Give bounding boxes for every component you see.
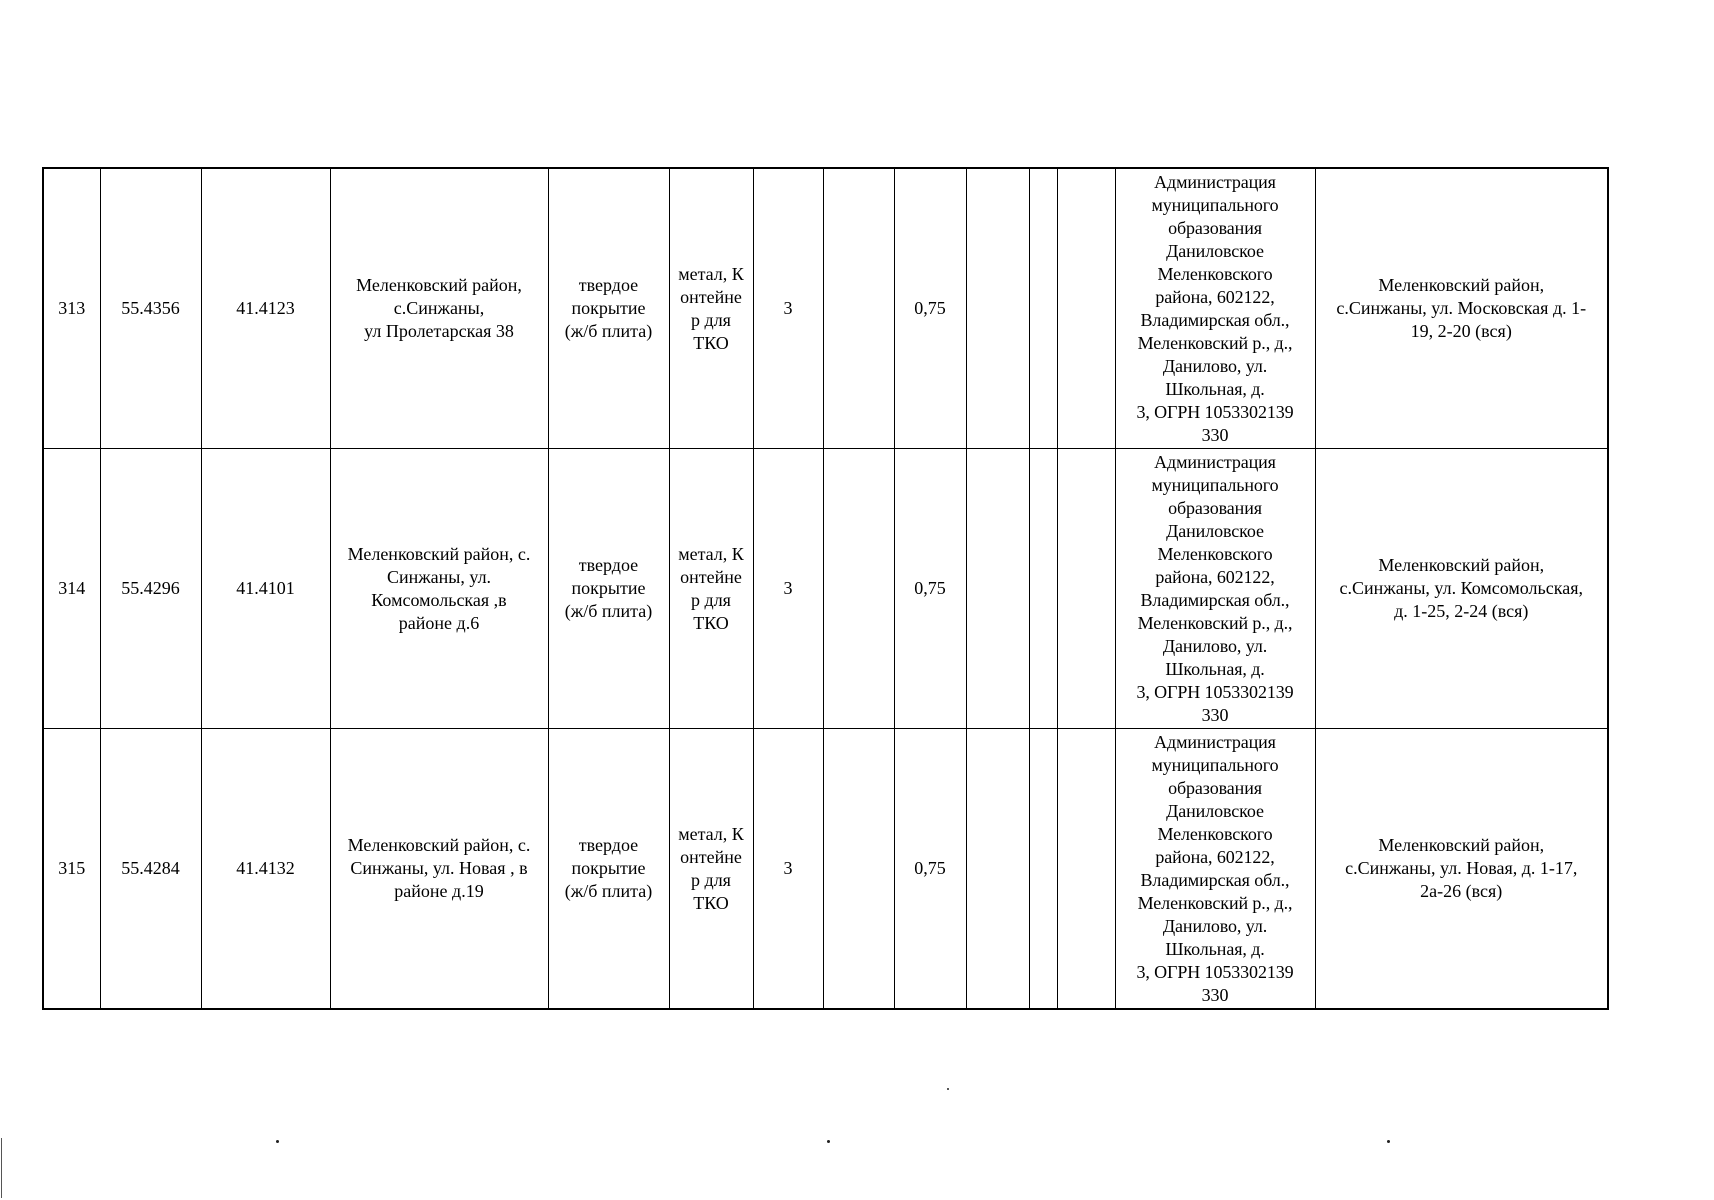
container-volume-cell: 0,75 xyxy=(894,449,966,729)
container-sites-table xyxy=(42,167,1609,1010)
surface-type-cell: твердое покрытие (ж/б плита) xyxy=(548,168,669,449)
site-address-cell: Меленковский район, с. Синжаны, ул. Новая , в районе д.19 xyxy=(330,729,548,1010)
empty-cell xyxy=(1029,168,1057,449)
latitude-cell: 55.4296 xyxy=(100,449,201,729)
longitude-cell: 41.4101 xyxy=(201,449,330,729)
table-row xyxy=(43,168,1608,449)
latitude-cell: 55.4284 xyxy=(100,729,201,1010)
container-type-cell: метал, К онтейне р для ТКО xyxy=(669,729,753,1010)
longitude-cell: 41.4123 xyxy=(201,168,330,449)
scan-speck xyxy=(1387,1140,1390,1143)
empty-cell xyxy=(1029,729,1057,1010)
served-addresses-cell: Меленковский район, с.Синжаны, ул. Новая, д. 1-17, 2а-26 (вся) xyxy=(1315,729,1608,1010)
empty-cell xyxy=(823,449,894,729)
container-count-cell: 3 xyxy=(753,449,823,729)
empty-cell xyxy=(823,168,894,449)
served-addresses-cell: Меленковский район, с.Синжаны, ул. Комсомольская, д. 1-25, 2-24 (вся) xyxy=(1315,449,1608,729)
site-address-cell: Меленковский район, с.Синжаны, ул Пролетарская 38 xyxy=(330,168,548,449)
empty-cell xyxy=(966,729,1029,1010)
table-row xyxy=(43,729,1608,1010)
row-number: 315 xyxy=(43,729,100,1010)
surface-type-cell: твердое покрытие (ж/б плита) xyxy=(548,449,669,729)
scan-speck xyxy=(276,1140,279,1143)
row-number: 314 xyxy=(43,449,100,729)
longitude-cell: 41.4132 xyxy=(201,729,330,1010)
empty-cell xyxy=(1029,449,1057,729)
container-count-cell: 3 xyxy=(753,168,823,449)
empty-cell xyxy=(1057,729,1115,1010)
owner-info-cell: Администрация муниципального образования Даниловское Меленковского района, 602122, Владимирская обл., Меленковский р., д., Данилово, ул. Школьная, д. 3, ОГРН 1053302139 330 xyxy=(1115,168,1315,449)
container-volume-cell: 0,75 xyxy=(894,729,966,1010)
empty-cell xyxy=(823,729,894,1010)
container-type-cell: метал, К онтейне р для ТКО xyxy=(669,449,753,729)
surface-type-cell: твердое покрытие (ж/б плита) xyxy=(548,729,669,1010)
table-row xyxy=(43,449,1608,729)
scan-edge-line xyxy=(1,1138,2,1198)
owner-info-cell: Администрация муниципального образования Даниловское Меленковского района, 602122, Владимирская обл., Меленковский р., д., Данилово, ул. Школьная, д. 3, ОГРН 1053302139 330 xyxy=(1115,729,1315,1010)
scan-speck xyxy=(827,1140,830,1143)
empty-cell xyxy=(1057,449,1115,729)
served-addresses-cell: Меленковский район, с.Синжаны, ул. Московская д. 1- 19, 2-20 (вся) xyxy=(1315,168,1608,449)
scan-speck xyxy=(947,1088,949,1090)
empty-cell xyxy=(1057,168,1115,449)
owner-info-cell: Администрация муниципального образования Даниловское Меленковского района, 602122, Владимирская обл., Меленковский р., д., Данилово, ул. Школьная, д. 3, ОГРН 1053302139 330 xyxy=(1115,449,1315,729)
latitude-cell: 55.4356 xyxy=(100,168,201,449)
container-type-cell: метал, К онтейне р для ТКО xyxy=(669,168,753,449)
empty-cell xyxy=(966,449,1029,729)
empty-cell xyxy=(966,168,1029,449)
container-count-cell: 3 xyxy=(753,729,823,1010)
site-address-cell: Меленковский район, с. Синжаны, ул. Комсомольская ,в районе д.6 xyxy=(330,449,548,729)
container-volume-cell: 0,75 xyxy=(894,168,966,449)
row-number: 313 xyxy=(43,168,100,449)
